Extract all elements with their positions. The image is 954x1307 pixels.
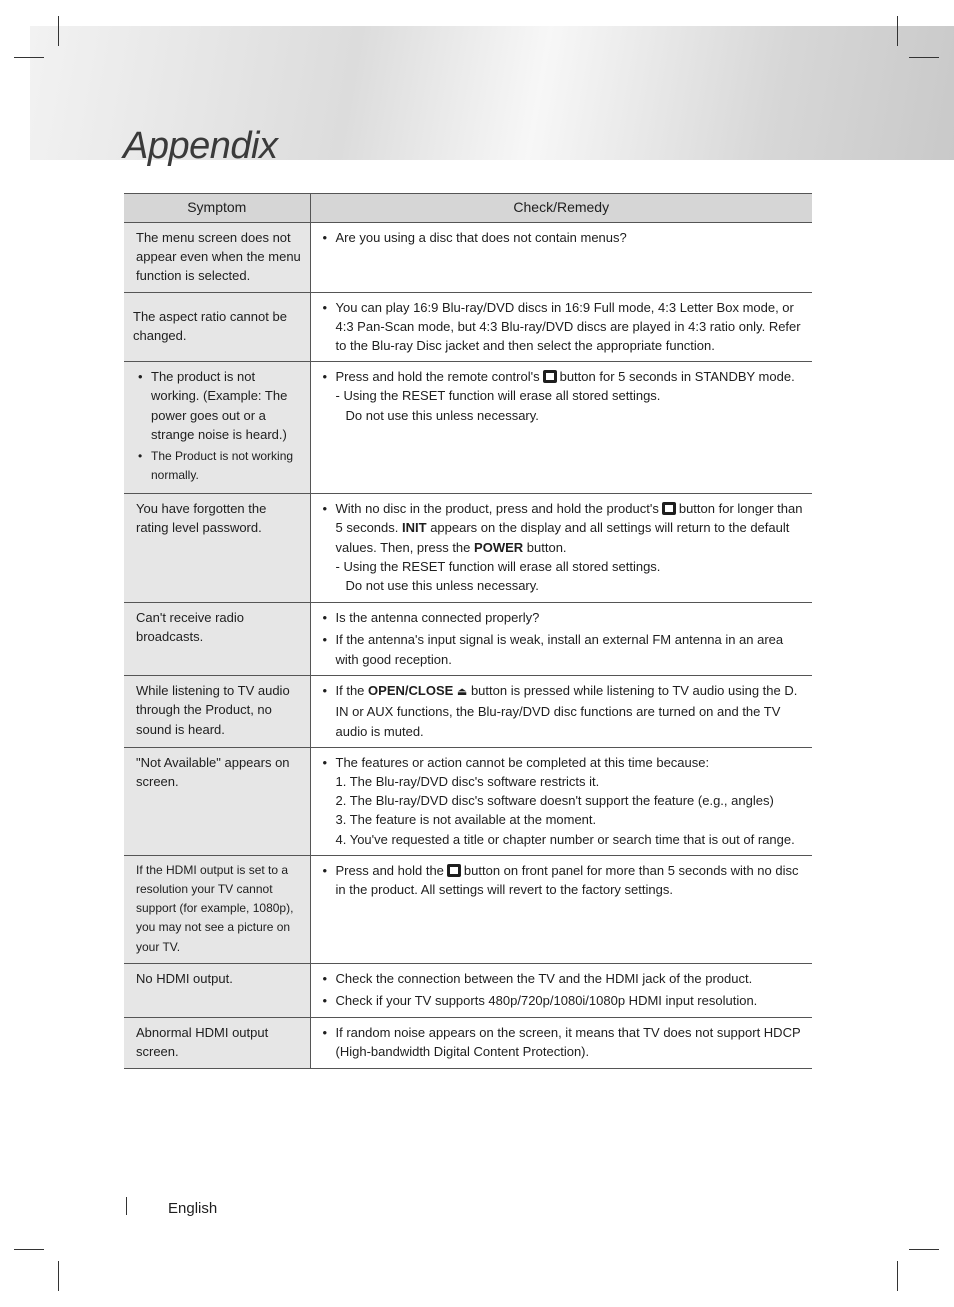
remedy-text: button is pressed while listening to TV audio using the D. IN or AUX functions, the Blu-ray/DVD disc functions are turned on and the TV audio is muted. xyxy=(335,683,798,739)
remedy-item xyxy=(321,499,807,595)
eject-icon: ⏏ xyxy=(456,686,468,699)
stop-button-icon xyxy=(543,370,557,383)
init-label: INIT xyxy=(402,520,427,536)
symptom-cell: While listening to TV audio through the Product, no sound is heard. xyxy=(124,676,310,748)
remedy-text: button on front panel for more than 5 seconds with no disc in the product. All settings will revert to the factory settings. xyxy=(335,862,799,898)
footer-language: English xyxy=(168,1200,218,1217)
crop-mark xyxy=(14,1249,44,1250)
table-row xyxy=(124,747,812,855)
stop-button-icon xyxy=(447,864,461,877)
remedy-reason: 3. The feature is not available at the moment. xyxy=(335,812,597,828)
symptom-cell: "Not Available" appears on screen. xyxy=(124,747,310,855)
remedy-text: button for longer than 5 seconds. xyxy=(335,501,803,536)
remedy-cell xyxy=(310,963,812,1017)
footer-divider xyxy=(126,1197,127,1215)
symptom-cell: The aspect ratio cannot be changed. xyxy=(124,292,310,362)
symptom-cell: Abnormal HDMI output screen. xyxy=(124,1017,310,1068)
remedy-item xyxy=(321,753,807,849)
page-title: Appendix xyxy=(123,125,278,167)
table-row xyxy=(124,223,812,293)
remedy-text: If the xyxy=(335,683,365,699)
remedy-item: • You can play 16:9 Blu-ray/DVD discs in 16:9 Full mode, 4:3 Letter Box mode, or 4:3 Pan-Scan mode, but 4:3 Blu-ray/DVD discs are played in 4:3 ratio only. Refer to the Blu-ray Disc jacket and then select the appropriate function. xyxy=(321,298,807,356)
crop-mark xyxy=(897,1261,898,1291)
remedy-text: button for 5 seconds in STANDBY mode. xyxy=(559,369,795,385)
remedy-text: With no disc in the product, press and hold the product's xyxy=(335,501,659,517)
remedy-item: • Check if your TV supports 480p/720p/1080i/1080p HDMI input resolution. xyxy=(321,991,807,1010)
table-row xyxy=(124,362,812,494)
remedy-reason: 4. You've requested a title or chapter number or search time that is out of range. xyxy=(335,831,795,847)
table-row xyxy=(124,603,812,676)
remedy-cell xyxy=(310,603,812,676)
remedy-item xyxy=(321,681,807,741)
remedy-cell xyxy=(310,1017,812,1068)
remedy-column-header: Check/Remedy xyxy=(310,194,812,223)
troubleshooting-table xyxy=(124,193,812,1069)
symptom-cell: No HDMI output. xyxy=(124,963,310,1017)
table-row xyxy=(124,292,812,362)
table-row xyxy=(124,676,812,748)
symptom-cell xyxy=(124,362,310,494)
symptom-column-header: Symptom xyxy=(124,194,310,223)
crop-mark xyxy=(897,16,898,46)
crop-mark xyxy=(909,57,939,58)
table-row xyxy=(124,855,812,963)
remedy-item: • If random noise appears on the screen, it means that TV does not support HDCP (High-bandwidth Digital Content Protection). xyxy=(321,1023,807,1061)
remedy-item: • Is the antenna connected properly? xyxy=(321,608,807,627)
crop-mark xyxy=(909,1249,939,1250)
symptom-cell: The menu screen does not appear even when the menu function is selected. xyxy=(124,223,310,293)
power-label: POWER xyxy=(474,539,524,555)
remedy-item: • Check the connection between the TV and the HDMI jack of the product. xyxy=(321,969,807,988)
remedy-cell xyxy=(310,747,812,855)
symptom-item: • The product is not working. (Example: The power goes out or a strange noise is heard.) xyxy=(136,367,302,444)
remedy-cell xyxy=(310,676,812,748)
table-row xyxy=(124,963,812,1017)
remedy-cell xyxy=(310,494,812,603)
stop-button-icon xyxy=(662,502,676,515)
remedy-text: The features or action cannot be completed at this time because: xyxy=(335,754,710,770)
remedy-item xyxy=(321,861,807,899)
table-header-row xyxy=(124,194,812,223)
remedy-text: button. xyxy=(526,539,567,555)
open-close-label: OPEN/CLOSE xyxy=(368,683,454,699)
remedy-cell xyxy=(310,223,812,293)
remedy-item xyxy=(321,367,807,425)
remedy-text: appears on the display and all settings will return to the default values. Then, press the xyxy=(335,520,790,555)
symptom-cell: If the HDMI output is set to a resolution your TV cannot support (for example, 1080p), you may not see a picture on your TV. xyxy=(124,855,310,963)
crop-mark xyxy=(58,16,59,46)
remedy-cell xyxy=(310,292,812,362)
symptom-cell: You have forgotten the rating level password. xyxy=(124,494,310,603)
remedy-text: Press and hold the remote control's xyxy=(335,369,540,385)
crop-mark xyxy=(14,57,44,58)
remedy-reason: 1. The Blu-ray/DVD disc's software restricts it. xyxy=(335,774,600,790)
symptom-cell: Can't receive radio broadcasts. xyxy=(124,603,310,676)
remedy-note: - Using the RESET function will erase all stored settings. xyxy=(335,388,661,404)
table-row xyxy=(124,494,812,603)
remedy-cell xyxy=(310,855,812,963)
remedy-cell xyxy=(310,362,812,494)
crop-mark xyxy=(58,1261,59,1291)
remedy-note: Do not use this unless necessary. xyxy=(345,407,539,423)
remedy-note: - Using the RESET function will erase all stored settings. xyxy=(335,558,661,574)
remedy-item: • If the antenna's input signal is weak, install an external FM antenna in an area with good reception. xyxy=(321,630,807,668)
symptom-item: • The Product is not working normally. xyxy=(136,447,302,485)
remedy-reason: 2. The Blu-ray/DVD disc's software doesn't support the feature (e.g., angles) xyxy=(335,793,774,809)
remedy-text: Press and hold the xyxy=(335,862,444,878)
remedy-note: Do not use this unless necessary. xyxy=(345,578,539,594)
remedy-item: • Are you using a disc that does not contain menus? xyxy=(321,228,807,247)
table-row xyxy=(124,1017,812,1068)
